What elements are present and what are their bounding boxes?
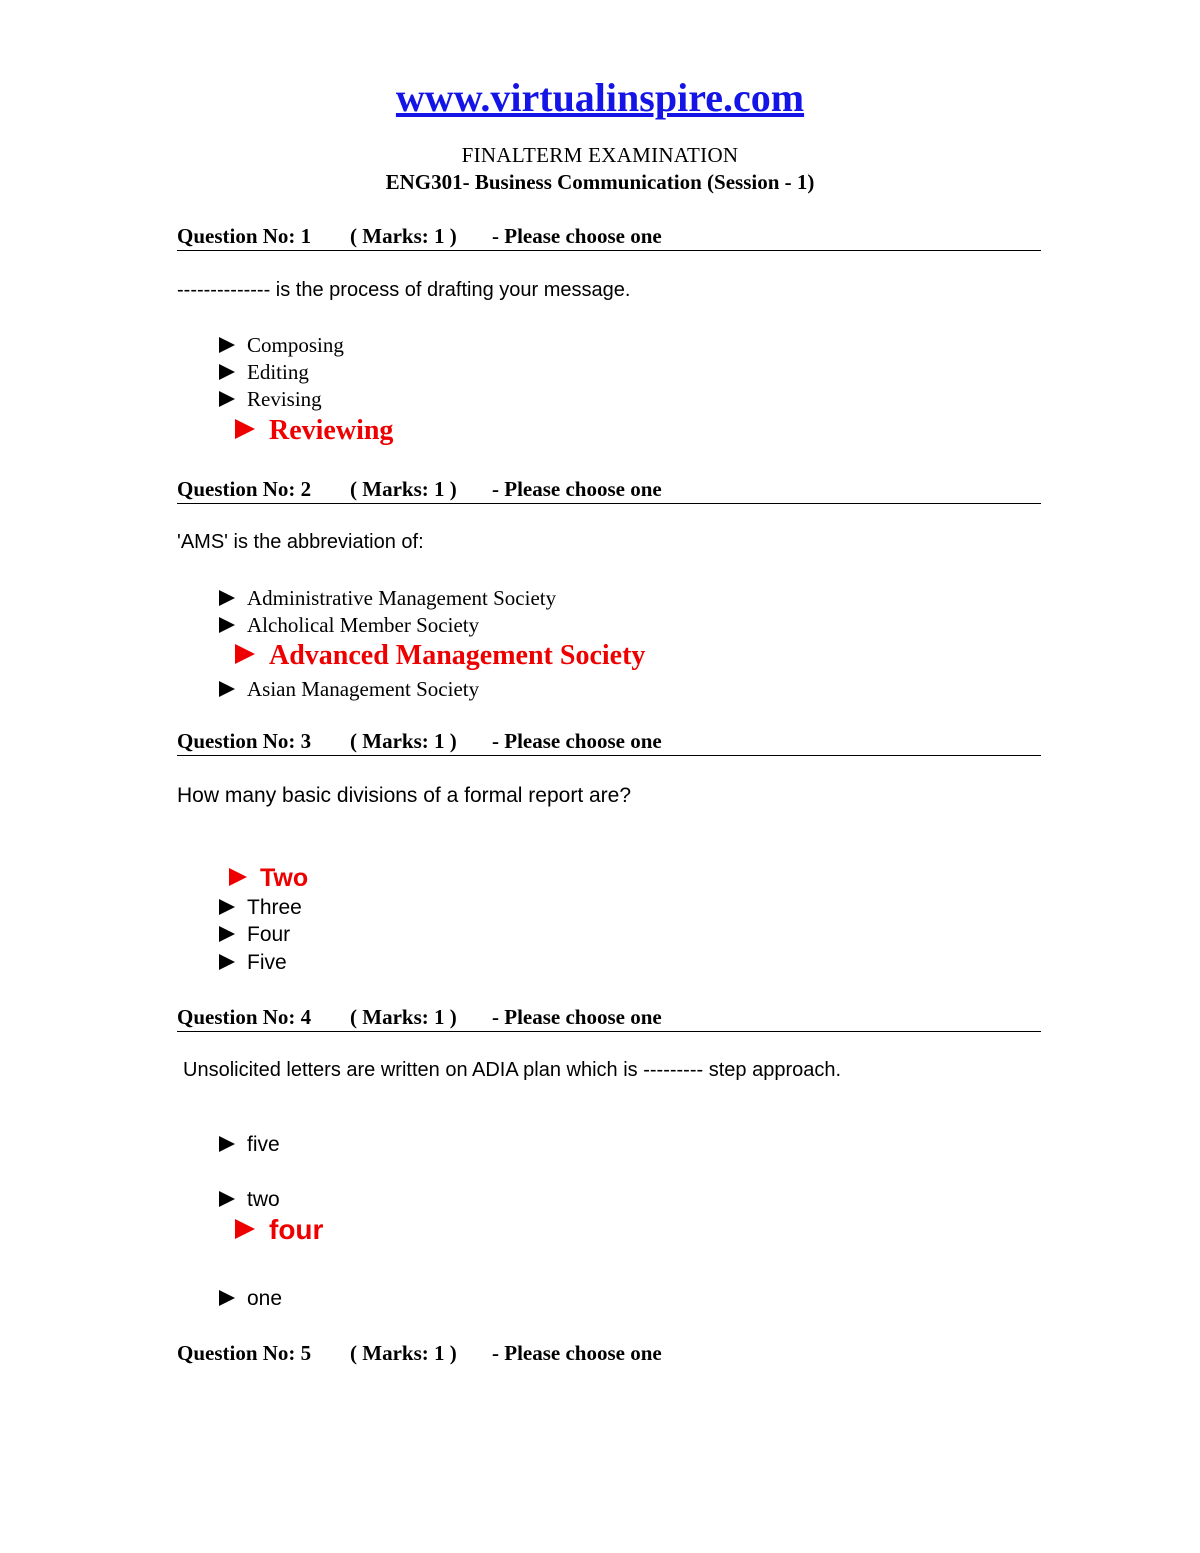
- option-label: Revising: [247, 387, 322, 411]
- option-2b[interactable]: [219, 613, 479, 638]
- site-link[interactable]: www.virtualinspire.com: [395, 75, 805, 120]
- option-label: Two: [260, 864, 309, 892]
- question-instruction: - Please choose one: [492, 224, 662, 248]
- option-label: four: [269, 1214, 324, 1245]
- question-text-4: Unsolicited letters are written on ADIA plan which is --------- step approach.: [183, 1059, 842, 1081]
- right-triangle-icon: [219, 681, 235, 697]
- option-label: Alcholical Member Society: [247, 613, 480, 637]
- question-header-3: [177, 729, 1041, 756]
- right-triangle-icon: [219, 899, 235, 915]
- question-header-1: [177, 224, 1041, 251]
- question-instruction: - Please choose one: [492, 477, 662, 501]
- question-number: Question No: 1: [177, 224, 312, 248]
- question-marks: ( Marks: 1 ): [350, 477, 457, 501]
- question-instruction: - Please choose one: [492, 729, 662, 753]
- question-marks: ( Marks: 1 ): [350, 1341, 457, 1365]
- option-label: five: [247, 1133, 280, 1156]
- option-1c[interactable]: [219, 387, 322, 412]
- option-label: Editing: [247, 360, 309, 384]
- right-triangle-icon: [229, 868, 247, 886]
- question-marks: ( Marks: 1 ): [350, 729, 457, 753]
- question-header-4: [177, 1005, 1041, 1032]
- course-title: ENG301- Business Communication (Session - 1): [385, 170, 815, 194]
- question-number: Question No: 5: [177, 1341, 312, 1365]
- right-triangle-icon: [219, 926, 235, 942]
- option-1a[interactable]: [219, 333, 344, 358]
- option-3b[interactable]: [219, 896, 302, 920]
- option-label: Asian Management Society: [247, 677, 480, 701]
- option-2c-highlighted[interactable]: [235, 640, 645, 672]
- option-1d-highlighted[interactable]: [235, 415, 393, 447]
- option-label: Advanced Management Society: [269, 640, 646, 671]
- option-2a[interactable]: [219, 586, 556, 611]
- option-label: Administrative Management Society: [247, 586, 557, 610]
- option-label: one: [247, 1287, 283, 1310]
- right-triangle-icon: [219, 590, 235, 606]
- right-triangle-icon: [219, 364, 235, 380]
- question-header-5: [177, 1341, 1041, 1367]
- option-2d[interactable]: [219, 677, 479, 702]
- option-4a[interactable]: [219, 1133, 280, 1157]
- option-label: Five: [247, 951, 287, 974]
- question-text-1: -------------- is the process of drafting your message.: [177, 279, 631, 301]
- right-triangle-icon: [235, 419, 255, 439]
- question-number: Question No: 2: [177, 477, 312, 501]
- option-4d[interactable]: [219, 1287, 282, 1311]
- option-3c[interactable]: [219, 923, 290, 947]
- option-4b[interactable]: [219, 1188, 280, 1212]
- option-label: Three: [247, 896, 302, 919]
- question-marks: ( Marks: 1 ): [350, 224, 457, 248]
- option-3a-highlighted[interactable]: [229, 864, 308, 893]
- question-text-3: How many basic divisions of a formal report are?: [177, 784, 632, 807]
- right-triangle-icon: [219, 617, 235, 633]
- right-triangle-icon: [235, 644, 255, 664]
- right-triangle-icon: [219, 1136, 235, 1152]
- question-text-2: 'AMS' is the abbreviation of:: [177, 531, 424, 553]
- option-label: Four: [247, 923, 291, 946]
- right-triangle-icon: [219, 954, 235, 970]
- right-triangle-icon: [235, 1219, 255, 1239]
- question-instruction: - Please choose one: [492, 1005, 662, 1029]
- right-triangle-icon: [219, 1191, 235, 1207]
- question-number: Question No: 4: [177, 1005, 312, 1029]
- right-triangle-icon: [219, 337, 235, 353]
- right-triangle-icon: [219, 1290, 235, 1306]
- question-number: Question No: 3: [177, 729, 312, 753]
- option-3d[interactable]: [219, 951, 287, 975]
- question-header-2: [177, 477, 1041, 504]
- option-label: Composing: [247, 333, 344, 357]
- exam-title: FINALTERM EXAMINATION: [461, 143, 739, 167]
- question-marks: ( Marks: 1 ): [350, 1005, 457, 1029]
- option-label: Reviewing: [269, 415, 394, 446]
- option-4c-highlighted[interactable]: [235, 1214, 323, 1246]
- option-label: two: [247, 1188, 280, 1211]
- question-instruction: - Please choose one: [492, 1341, 662, 1365]
- right-triangle-icon: [219, 391, 235, 407]
- option-1b[interactable]: [219, 360, 309, 385]
